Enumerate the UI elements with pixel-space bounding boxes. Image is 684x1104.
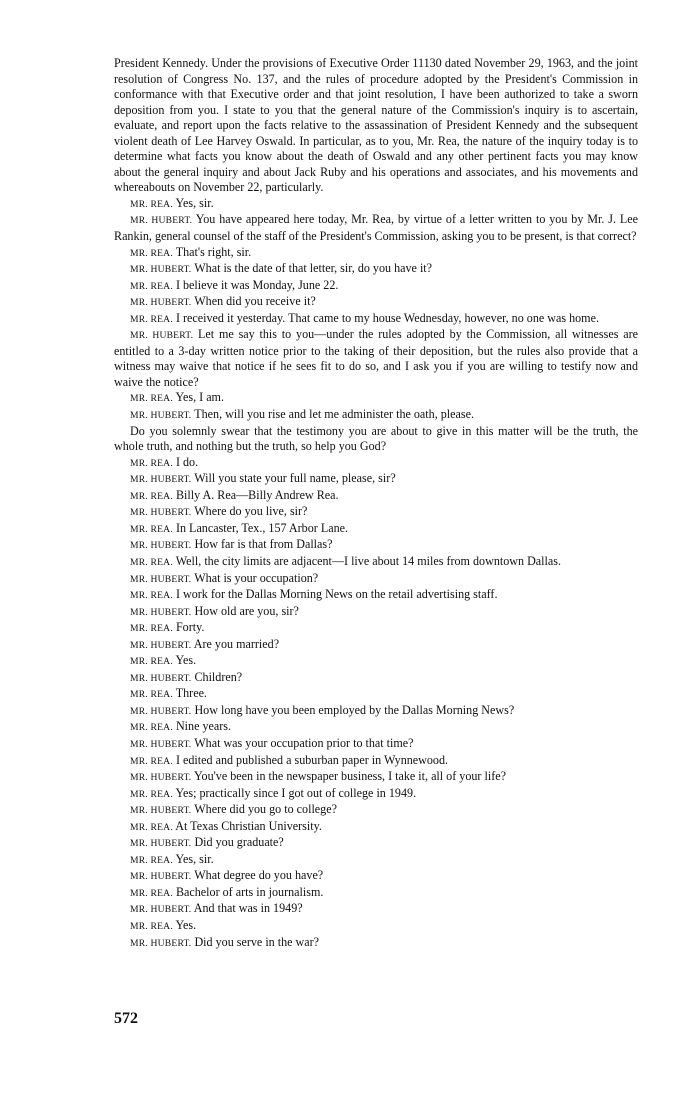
testimony-line: [114, 868, 638, 885]
speaker-label: MR. HUBERT.: [130, 215, 193, 227]
testimony-line: [114, 719, 638, 736]
speaker-label: MR. HUBERT.: [130, 330, 194, 342]
speech-text: Where did you go to college?: [194, 802, 337, 817]
speaker-label: MR. HUBERT.: [130, 264, 192, 276]
testimony-line: [114, 261, 638, 278]
testimony-line: [114, 653, 638, 670]
testimony-line: [114, 769, 638, 786]
speaker-label: MR. HUBERT.: [130, 474, 192, 486]
speech-text: Will you state your full name, please, sir?: [194, 471, 396, 486]
testimony-line: [114, 620, 638, 637]
speech-text: Yes.: [175, 917, 197, 932]
speech-text: I received it yesterday. That came to my house Wednesday, however, no one was home.: [175, 310, 599, 325]
intro-paragraph: President Kennedy. Under the provisions of Executive Order 11130 dated November 29, 1963, and the joint resolution of Congress No. 137, and the rules of procedure adopted by the President's Commission in conformance with that Executive order and that joint resolution, I have been authorized to take a sworn deposition from you. I state to you that the general nature of the Commission's inquiry is to ascertain, evaluate, and report upon the facts relative to the assassination of President Kennedy and the subsequent violent death of Lee Harvey Oswald. In particular, as to you, Mr. Rea, the nature of the inquiry today is to determine what facts you know about the death of Oswald and any other pertinent facts you may know about the general inquiry and about Jack Ruby and his operations and associates, and his movements and whereabouts on November 22, particularly.: [114, 56, 638, 195]
speech-text: I edited and published a suburban paper in Wynnewood.: [175, 752, 449, 767]
testimony-line: [114, 278, 638, 295]
speaker-label: MR. REA.: [130, 722, 173, 734]
speaker-label: MR. HUBERT.: [130, 705, 192, 717]
speech-text: Nine years.: [175, 719, 232, 734]
testimony-line: [114, 604, 638, 621]
speaker-label: MR. REA.: [130, 490, 173, 502]
speaker-label: MR. REA.: [130, 313, 173, 325]
speaker-label: MR. HUBERT.: [130, 540, 192, 552]
speaker-label: MR. HUBERT.: [130, 410, 192, 422]
speaker-label: MR. HUBERT.: [130, 904, 192, 916]
testimony-line: [114, 670, 638, 687]
testimony-line: [114, 245, 638, 262]
testimony-line: [114, 554, 638, 571]
speaker-label: MR. REA.: [130, 689, 173, 701]
speaker-label: MR. REA.: [130, 920, 173, 932]
testimony-line: [114, 935, 638, 952]
speaker-label: MR. HUBERT.: [130, 573, 192, 585]
testimony-line: [114, 537, 638, 554]
testimony-line: [114, 390, 638, 407]
document-page: [114, 56, 638, 951]
speech-text: Are you married?: [193, 636, 280, 651]
testimony-line: [114, 703, 638, 720]
testimony-line: [114, 786, 638, 803]
speaker-label: MR. REA.: [130, 755, 173, 767]
testimony-line: [114, 327, 638, 390]
testimony-line: [114, 311, 638, 328]
speech-text: And that was in 1949?: [193, 901, 303, 916]
speech-text: How far is that from Dallas?: [194, 537, 333, 552]
testimony-line: [114, 212, 638, 244]
speech-text: Children?: [194, 669, 243, 684]
speech-text: Billy A. Rea—Billy Andrew Rea.: [175, 487, 339, 502]
testimony-line: [114, 455, 638, 472]
testimony-block-2: [114, 455, 638, 951]
speech-text: Forty.: [175, 620, 205, 635]
speech-text: How long have you been employed by the Dallas Morning News?: [194, 702, 515, 717]
speech-text: Yes; practically since I got out of college in 1949.: [175, 785, 417, 800]
speaker-label: MR. HUBERT.: [130, 838, 192, 850]
speech-text: What degree do you have?: [194, 868, 324, 883]
speech-text: Well, the city limits are adjacent—I live about 14 miles from downtown Dallas.: [175, 553, 561, 568]
testimony-line: [114, 571, 638, 588]
testimony-line: [114, 885, 638, 902]
speaker-label: MR. REA.: [130, 623, 173, 635]
speech-text: Let me say this to you—under the rules adopted by the Commission, all witnesses are entitled to a 3-day written notice prior to the taking of their deposition, but the rules also provide that a witness may waive that notice if he sees fit to do so, and I ask you if you are willing to testify now and waive the notice?: [114, 327, 638, 389]
speaker-label: MR. HUBERT.: [130, 639, 192, 651]
speaker-label: MR. REA.: [130, 556, 173, 568]
testimony-block-1: [114, 196, 638, 424]
speaker-label: MR. REA.: [130, 788, 173, 800]
testimony-line: [114, 504, 638, 521]
testimony-line: [114, 835, 638, 852]
testimony-line: [114, 521, 638, 538]
oath-paragraph: Do you solemnly swear that the testimony you are about to give in this matter will be the truth, the whole truth, and nothing but the truth, so help you God?: [114, 423, 638, 454]
speech-text: Yes, I am.: [175, 390, 224, 405]
speech-text: Did you graduate?: [194, 835, 284, 850]
speaker-label: MR. HUBERT.: [130, 606, 192, 618]
speech-text: Yes, sir.: [175, 851, 214, 866]
testimony-line: [114, 901, 638, 918]
testimony-line: [114, 488, 638, 505]
speech-text: That's right, sir.: [175, 244, 252, 259]
speaker-label: MR. REA.: [130, 821, 173, 833]
speaker-label: MR. REA.: [130, 247, 173, 259]
speech-text: Three.: [175, 686, 207, 701]
testimony-line: [114, 294, 638, 311]
speech-text: Then, will you rise and let me administer the oath, please.: [194, 407, 474, 422]
testimony-line: [114, 852, 638, 869]
speech-text: Bachelor of arts in journalism.: [175, 884, 324, 899]
speaker-label: MR. REA.: [130, 523, 173, 535]
speech-text: What was your occupation prior to that time?: [194, 735, 414, 750]
speech-text: What is the date of that letter, sir, do you have it?: [194, 261, 433, 276]
page-number: 572: [114, 1010, 138, 1027]
speaker-label: MR. REA.: [130, 393, 173, 405]
speaker-label: MR. REA.: [130, 887, 173, 899]
speech-text: Where do you live, sir?: [194, 504, 308, 519]
testimony-line: [114, 686, 638, 703]
speech-text: Yes, sir.: [175, 195, 214, 210]
speech-text: Yes.: [175, 653, 197, 668]
speaker-label: MR. REA.: [130, 198, 173, 210]
testimony-line: [114, 407, 638, 424]
speech-text: I work for the Dallas Morning News on the retail advertising staff.: [175, 587, 498, 602]
speaker-label: MR. REA.: [130, 280, 173, 292]
speaker-label: MR. HUBERT.: [130, 772, 192, 784]
speech-text: At Texas Christian University.: [175, 818, 322, 833]
speech-text: What is your occupation?: [194, 570, 319, 585]
speech-text: In Lancaster, Tex., 157 Arbor Lane.: [175, 520, 349, 535]
speaker-label: MR. HUBERT.: [130, 507, 192, 519]
speech-text: I believe it was Monday, June 22.: [175, 277, 339, 292]
speech-text: I do.: [175, 454, 199, 469]
speaker-label: MR. REA.: [130, 854, 173, 866]
speaker-label: MR. HUBERT.: [130, 738, 192, 750]
testimony-line: [114, 819, 638, 836]
speaker-label: MR. HUBERT.: [130, 297, 192, 309]
speaker-label: MR. HUBERT.: [130, 805, 192, 817]
speech-text: When did you receive it?: [194, 294, 316, 309]
speaker-label: MR. REA.: [130, 457, 173, 469]
testimony-line: [114, 471, 638, 488]
testimony-line: [114, 753, 638, 770]
speaker-label: MR. REA.: [130, 590, 173, 602]
testimony-line: [114, 587, 638, 604]
speech-text: You've been in the newspaper business, I take it, all of your life?: [194, 769, 506, 784]
speaker-label: MR. REA.: [130, 656, 173, 668]
speech-text: You have appeared here today, Mr. Rea, by virtue of a letter written to you by Mr. J. Lee Rankin, general counsel of the staff of the President's Commission, asking you to be present, is that correct?: [114, 212, 639, 244]
speaker-label: MR. HUBERT.: [130, 672, 192, 684]
testimony-line: [114, 196, 638, 213]
speaker-label: MR. HUBERT.: [130, 937, 192, 949]
speech-text: Did you serve in the war?: [194, 934, 320, 949]
speaker-label: MR. HUBERT.: [130, 871, 192, 883]
speech-text: How old are you, sir?: [194, 603, 299, 618]
testimony-line: [114, 637, 638, 654]
testimony-line: [114, 918, 638, 935]
testimony-line: [114, 802, 638, 819]
testimony-line: [114, 736, 638, 753]
